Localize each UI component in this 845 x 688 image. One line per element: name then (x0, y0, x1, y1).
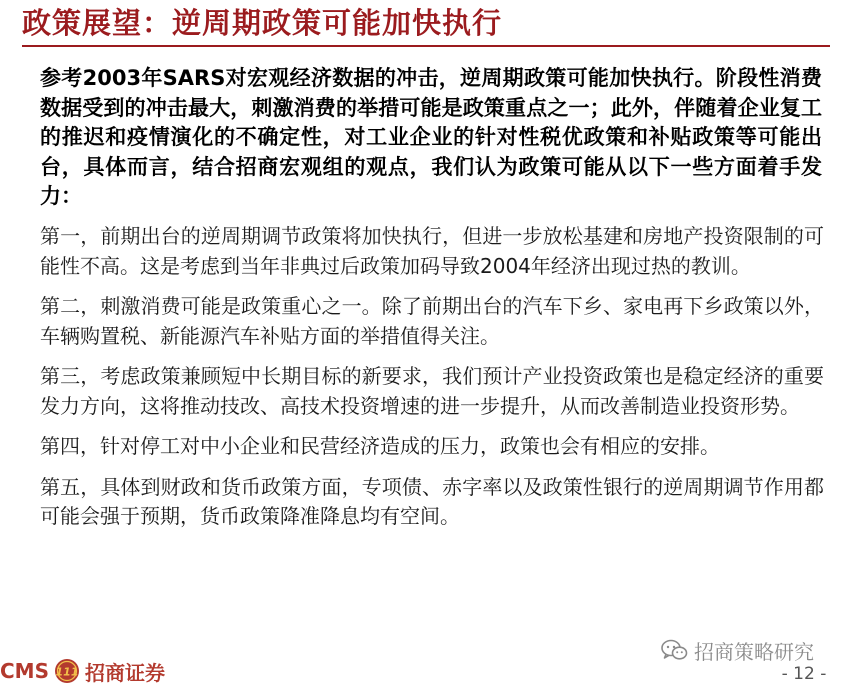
page-number: - 12 - (781, 664, 827, 684)
policy-point-4: 第四，针对停工对中小企业和民营经济造成的压力，政策也会有相应的安排。 (40, 434, 720, 458)
policy-point-2: 第二，刺激消费可能是政策重心之一。除了前期出台的汽车下乡、家电再下乡政策以外，车辆购置税、新能源汽车补贴方面的举措值得关注。 (40, 294, 824, 348)
policy-point-5: 第五，具体到财政和货币政策方面，专项债、赤字率以及政策性银行的逆周期调节作用都可能会强于预期，货币政策降准降息均有空间。 (40, 474, 824, 528)
policy-point-1: 第一，前期出台的逆周期调节政策将加快执行，但进一步放松基建和房地产投资限制的可能性不高。这是考虑到当年非典过后政策加码导致2004年经济出现过热的教训。 (40, 224, 824, 278)
logo-company-name: 招商证券 (84, 660, 165, 685)
logo-badge-icon (54, 658, 80, 684)
wechat-icon (660, 638, 688, 662)
company-logo (0, 656, 165, 686)
wechat-watermark (660, 636, 814, 664)
logo-badge-text: 111 (55, 665, 79, 679)
policy-points-list (40, 222, 824, 543)
watermark-text: 招商策略研究 (694, 639, 814, 664)
slide-title: 政策展望：逆周期政策可能加快执行 (22, 6, 503, 40)
intro-paragraph: 参考2003年SARS对宏观经济数据的冲击，逆周期政策可能加快执行。阶段性消费数据受到的冲击最大，刺激消费的举措可能是政策重点之一；此外，伴随着企业复工的推迟和疫情演化的不确定性，对工业企业的针对性税优政策和补贴政策等可能出台，具体而言，结合招商宏观组的观点，我们认为政策可能从以下一些方面着手发力： (40, 66, 822, 208)
title-divider (22, 45, 830, 47)
policy-point-3: 第三，考虑政策兼顾短中长期目标的新要求，我们预计产业投资政策也是稳定经济的重要发力方向，这将推动技改、高技术投资增速的进一步提升，从而改善制造业投资形势。 (40, 364, 824, 418)
logo-latin-text: CMS (0, 659, 49, 683)
